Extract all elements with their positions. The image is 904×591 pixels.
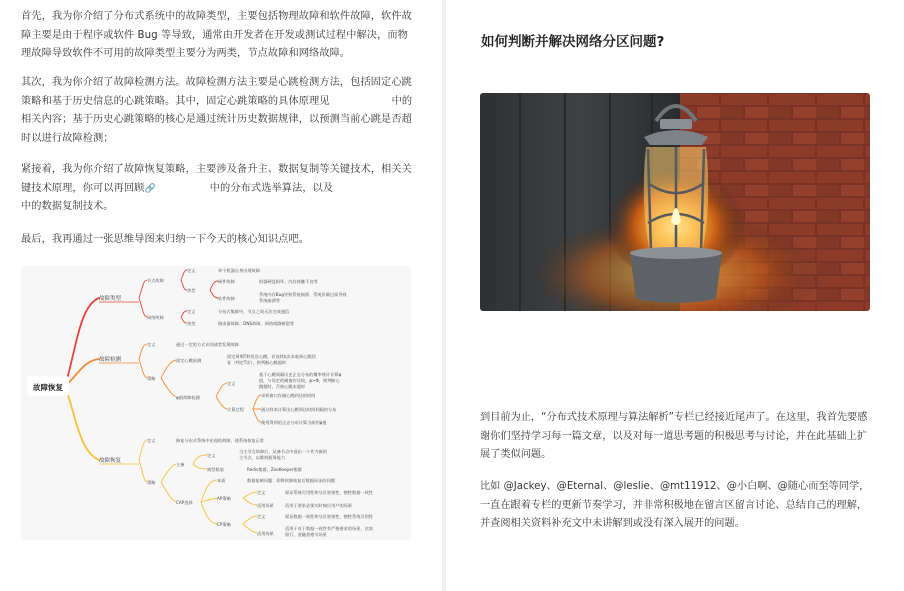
- node-text: 单个机器自身出现故障: [218, 268, 260, 273]
- node-label: 定义: [207, 453, 216, 458]
- branch-fault-recovery: 故障恢复: [99, 458, 122, 464]
- summary-paragraph-fault-detection: [21, 74, 413, 148]
- lantern-image: [480, 93, 870, 311]
- branch-connector: [65, 298, 99, 386]
- root-node: 故障恢复: [33, 383, 63, 392]
- paragraph-text: 中的数据复制技术。: [21, 201, 114, 212]
- node-label: 定义: [257, 514, 266, 519]
- node-text: 修复分布式系统中出现的故障，使系统恢复正常: [176, 438, 264, 443]
- node-text: 数据复制问题：即将故障恢复后数据同步的问题: [247, 478, 335, 483]
- node-label: 节点故障: [147, 278, 164, 283]
- node-label: 软件故障: [218, 296, 235, 301]
- right-article-pane: [446, 0, 904, 591]
- branch-connector: [65, 359, 99, 386]
- node-label: 典型框架: [207, 467, 224, 472]
- node-label: 策略: [147, 376, 156, 381]
- node-label: CAP选择: [176, 500, 193, 505]
- branch-fault-detection: 故障检测: [99, 357, 122, 363]
- node-text: 跳超时，否则心跳未超时: [259, 384, 306, 389]
- node-text: 基于心跳间隔历史正态分布的概率统计计算φ: [259, 372, 342, 377]
- node-label: 本质: [217, 478, 226, 483]
- closing-paragraph-readers: 比如 @Jackey、@Eternal、@leslie、@mt11912、@小白啊、@随心而至等同学，一直在跟着专栏的更新节奏学习，并非常积极地在留言区留言讨论、总结自己的理解，并查阅相关资料补充文中未讲解到或没有深入展开的问题。: [480, 481, 870, 529]
- node-label: 硬件故障: [218, 279, 235, 284]
- node-text: 银行、金融类相关场景: [285, 532, 327, 537]
- node-label: 定义: [227, 381, 236, 386]
- closing-paragraph-thanks: 到目前为止，“分布式技术原理与算法解析”专栏已经接近尾声了。在这里，我首先要感谢你们坚持学习每一篇文章，以及对每一道思考题的积极思考与讨论，并在此基础上扩展了类似问题。: [480, 412, 868, 460]
- branch-connector: [65, 386, 99, 460]
- left-article-pane: [0, 0, 442, 591]
- node-label: 适用场景: [257, 503, 274, 508]
- node-text: 机器硬盘损坏、内存接触不良等: [259, 279, 318, 284]
- node-label: 计算过程: [227, 407, 244, 412]
- link-icon[interactable]: 🔗: [144, 183, 156, 194]
- node-label: 适用场景: [257, 531, 274, 536]
- node-text: 保证系统可用性和分区容错性，牺牲数据一致性: [285, 490, 373, 495]
- paragraph-text: 中的分布式选举算法，以及: [209, 182, 334, 194]
- summary-paragraph-fault-types: 首先，我为你介绍了分布式系统中的故障类型，主要包括物理故障和软件故障，软件故障主要是由于程序或软件 Bug 等导致，通常由开发者在开发或测试过程中解决，而物理故障导致软件不可用的故障类型主要分为两类，节点故障和网络故障。: [21, 11, 412, 59]
- node-text: 使用得到的正态分布计算当前的φ值: [261, 420, 327, 425]
- branch-fault-types: 故障类型: [99, 296, 122, 302]
- mind-map-image: [21, 266, 411, 540]
- question-title: 如何判断并解决网络分区问题?: [481, 34, 665, 50]
- node-label: 类型: [187, 288, 196, 293]
- node-text: 系统内存Bug导致系统崩溃、系统负载过高导致: [259, 292, 347, 297]
- node-label: 定义: [147, 342, 156, 347]
- lantern-cap: [660, 119, 692, 129]
- node-text: 值，与设定的阈值作比较，φ>Φ，则判断心: [259, 378, 340, 383]
- node-label: CP策略: [217, 522, 231, 527]
- node-label: 定义: [147, 438, 156, 443]
- node-text: 系统崩溃等: [259, 298, 280, 303]
- node-text: 采样窗口存储心跳到达的时间: [261, 393, 316, 398]
- summary-paragraph-mindmap-intro: 最后，我再通过一张思维导图来归纳一下今天的核心知识点吧。: [21, 234, 310, 245]
- node-text: 通过一定的方式识别或者发现故障: [176, 342, 239, 347]
- node-text: Redis集群，ZooKeeper集群: [247, 467, 302, 472]
- paragraph-text: 中的相关内容；基于历史心跳策略的核心是通过统计历史数据规律，以预测当前心跳是否超时以进行故障检测；: [21, 95, 413, 144]
- paragraph-text: 其次，我为你介绍了故障检测方法。故障检测方法主要是心跳检测方法，包括固定心跳策略和基于历史信息的心跳策略。其中，固定心跳策略的具体原理见: [21, 77, 412, 107]
- node-label: 主备: [176, 462, 185, 467]
- node-label: AP策略: [217, 496, 231, 501]
- mind-map-diagram: [21, 266, 411, 540]
- node-label: 网络故障: [147, 315, 164, 320]
- node-label: 定义: [257, 490, 266, 495]
- lantern-base: [630, 253, 722, 303]
- node-label: 定义: [187, 309, 196, 314]
- node-text: 路由器故障、DNS故障、网络线路断裂等: [218, 321, 295, 326]
- summary-paragraph-fault-recovery: [21, 161, 413, 217]
- node-text: 保证数据一致性和分区容错性，牺牲系统可用性: [285, 514, 373, 519]
- node-text: 固定周期T秒发送心跳，若连续k次未收到心跳回: [227, 354, 316, 359]
- paragraph-text: 紧接着，我为你介绍了故障恢复策略，主要涉及备升主、数据复制等关键技术，相关关键技术原理，你可以再回顾: [21, 164, 412, 194]
- node-text: 通过样本计算出心跳到达时间间隔的分布: [261, 407, 337, 412]
- node-text: 当主节点故障后，从备节点中选出一个作为新的: [239, 449, 327, 454]
- node-text: 主节点，以维持服务能力: [239, 455, 286, 460]
- node-label: 类型: [187, 321, 196, 326]
- node-text: 复（判定T次），则判断心跳超时: [227, 360, 287, 365]
- node-text: 适用于要求必须实时响应用户的场景: [285, 503, 353, 508]
- lantern-photo: [480, 93, 870, 311]
- node-label: 定义: [187, 268, 196, 273]
- node-label: φ值故障检测: [176, 395, 200, 400]
- node-label: 策略: [147, 480, 156, 485]
- node-text: 适用于对于数据一致性有严格要求的场景，比如: [285, 526, 373, 531]
- node-text: 分布式集群中，节点之间无法完成通信: [218, 309, 290, 314]
- node-label: 固定心跳检测: [176, 358, 202, 363]
